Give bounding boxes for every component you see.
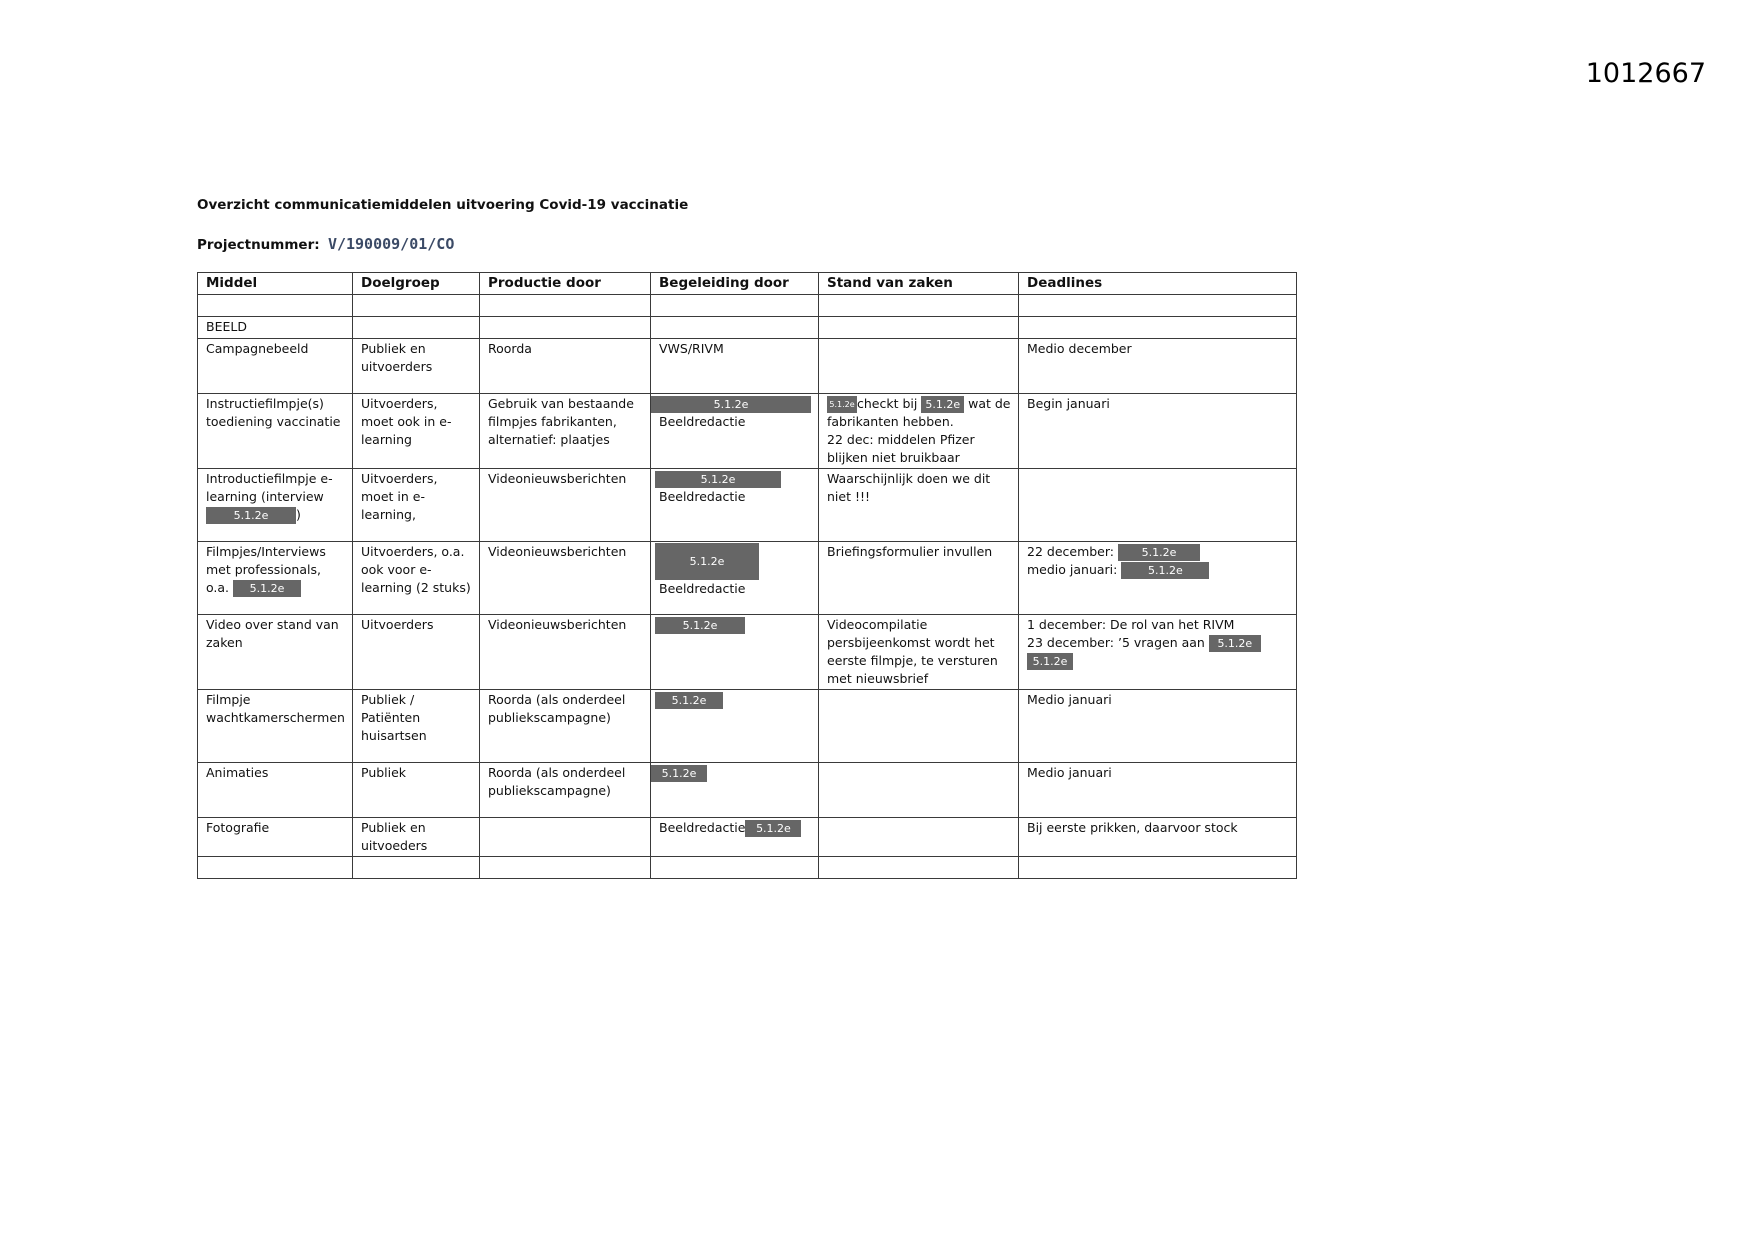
cell-begeleiding-text: Beeldredactie	[659, 414, 746, 429]
redaction-block: 5.1.2e	[1027, 653, 1073, 670]
cell-begeleiding	[651, 394, 819, 469]
cell-middel-text: Introductiefilmpje e-learning (interview	[206, 471, 333, 504]
table-row	[198, 542, 1297, 615]
cell-deadline-line	[1027, 634, 1289, 652]
overview-table	[197, 272, 1297, 879]
cell-deadline-text: 22 december:	[1027, 544, 1114, 559]
cell-begeleiding	[651, 615, 819, 690]
cell-deadline	[1019, 469, 1297, 542]
cell-begeleiding-text: Beeldredactie	[659, 489, 746, 504]
cell-productie: Videonieuwsberichten	[480, 615, 651, 690]
cell-doelgroep: Publiek en uitvoerders	[353, 339, 480, 394]
cell-stand: Waarschijnlijk doen we dit niet !!!	[819, 469, 1019, 542]
cell-deadline: Medio januari	[1019, 763, 1297, 818]
table-row	[198, 339, 1297, 394]
cell-stand	[819, 394, 1019, 469]
header-productie: Productie door	[480, 273, 651, 295]
cell-middel: Animaties	[198, 763, 353, 818]
cell-middel-text: )	[296, 507, 301, 522]
table-row	[198, 818, 1297, 857]
header-stand: Stand van zaken	[819, 273, 1019, 295]
redaction-block: 5.1.2e	[655, 543, 759, 580]
cell-stand	[819, 818, 1019, 857]
table-row	[198, 763, 1297, 818]
cell-middel: Instructiefilmpje(s) toediening vaccinatie	[198, 394, 353, 469]
redaction-block: 5.1.2e	[651, 396, 811, 413]
cell-doelgroep: Uitvoerders, moet in e-learning,	[353, 469, 480, 542]
cell-deadline: Bij eerste prikken, daarvoor stock	[1019, 818, 1297, 857]
redaction-block: 5.1.2e	[1118, 544, 1200, 561]
empty-row	[198, 857, 1297, 879]
cell-deadline-text: medio januari:	[1027, 562, 1118, 577]
cell-doelgroep: Uitvoerders, moet ook in e-learning	[353, 394, 480, 469]
redaction-block: 5.1.2e	[921, 396, 964, 413]
cell-productie: Videonieuwsberichten	[480, 469, 651, 542]
cell-begeleiding-text: Beeldredactie	[659, 820, 746, 835]
table-row	[198, 469, 1297, 542]
cell-stand	[819, 690, 1019, 763]
cell-stand: Videocompilatie persbijeenkomst wordt het eerste filmpje, te versturen met nieuwsbrief	[819, 615, 1019, 690]
cell-middel-text: Filmpjes/Interviews met professionals, o.a.	[206, 544, 326, 595]
cell-productie: Gebruik van bestaande filmpjes fabrikanten, alternatief: plaatjes	[480, 394, 651, 469]
cell-deadline-text: 23 december: ’5 vragen aan	[1027, 635, 1205, 650]
cell-doelgroep: Uitvoerders, o.a. ook voor e-learning (2 stuks)	[353, 542, 480, 615]
redaction-block: 5.1.2e	[206, 507, 296, 524]
table-row	[198, 394, 1297, 469]
cell-middel: Filmpje wachtkamerschermen	[198, 690, 353, 763]
redaction-block: 5.1.2e	[1121, 562, 1209, 579]
cell-stand	[819, 763, 1019, 818]
document-number: 1012667	[1585, 58, 1706, 89]
cell-deadline	[1019, 615, 1297, 690]
cell-begeleiding	[651, 763, 819, 818]
project-label: Projectnummer:	[197, 237, 320, 253]
cell-productie: Roorda (als onderdeel publiekscampagne)	[480, 763, 651, 818]
cell-productie: Videonieuwsberichten	[480, 542, 651, 615]
cell-deadline	[1019, 542, 1297, 615]
cell-middel: Fotografie	[198, 818, 353, 857]
cell-begeleiding	[651, 469, 819, 542]
table-header-row	[198, 273, 1297, 295]
cell-begeleiding: VWS/RIVM	[651, 339, 819, 394]
header-deadlines: Deadlines	[1019, 273, 1297, 295]
document-title: Overzicht communicatiemiddelen uitvoering Covid-19 vaccinatie	[197, 197, 689, 213]
cell-productie: Roorda	[480, 339, 651, 394]
cell-deadline-text: 1 december: De rol van het RIVM	[1027, 617, 1235, 632]
header-middel: Middel	[198, 273, 353, 295]
empty-row	[198, 295, 1297, 317]
cell-stand	[819, 339, 1019, 394]
cell-begeleiding	[651, 818, 819, 857]
project-line	[197, 235, 454, 253]
cell-middel: Campagnebeeld	[198, 339, 353, 394]
cell-productie: Roorda (als onderdeel publiekscampagne)	[480, 690, 651, 763]
cell-begeleiding	[651, 690, 819, 763]
cell-deadline-line	[1027, 543, 1289, 561]
redaction-block: 5.1.2e	[655, 692, 723, 709]
redaction-block: 5.1.2e	[655, 471, 781, 488]
table-row	[198, 615, 1297, 690]
cell-productie	[480, 818, 651, 857]
redaction-block: 5.1.2e	[651, 765, 707, 782]
redaction-block: 5.1.2e	[827, 396, 857, 413]
cell-stand-text: checkt bij	[857, 396, 918, 411]
redaction-block: 5.1.2e	[1209, 635, 1261, 652]
cell-stand-text: wat de fabrikanten hebben.	[827, 396, 1011, 429]
header-begeleiding: Begeleiding door	[651, 273, 819, 295]
redaction-block: 5.1.2e	[655, 617, 745, 634]
cell-doelgroep: Publiek	[353, 763, 480, 818]
cell-middel: Video over stand van zaken	[198, 615, 353, 690]
section-label: BEELD	[198, 317, 353, 339]
cell-begeleiding	[651, 542, 819, 615]
cell-begeleiding-text: Beeldredactie	[659, 581, 746, 596]
redaction-block: 5.1.2e	[233, 580, 301, 597]
cell-doelgroep: Uitvoerders	[353, 615, 480, 690]
cell-doelgroep: Publiek / Patiënten huisartsen	[353, 690, 480, 763]
header-doelgroep: Doelgroep	[353, 273, 480, 295]
cell-middel	[198, 542, 353, 615]
cell-middel	[198, 469, 353, 542]
section-row	[198, 317, 1297, 339]
redaction-block: 5.1.2e	[745, 820, 801, 837]
project-number: V/190009/01/CO	[327, 235, 455, 253]
cell-deadline: Begin januari	[1019, 394, 1297, 469]
cell-stand: Briefingsformulier invullen	[819, 542, 1019, 615]
cell-doelgroep: Publiek en uitvoeders	[353, 818, 480, 857]
cell-deadline: Medio januari	[1019, 690, 1297, 763]
cell-deadline: Medio december	[1019, 339, 1297, 394]
cell-deadline-line	[1027, 561, 1289, 579]
table-row	[198, 690, 1297, 763]
cell-stand-text: 22 dec: middelen Pfizer blijken niet bruikbaar	[827, 432, 975, 465]
